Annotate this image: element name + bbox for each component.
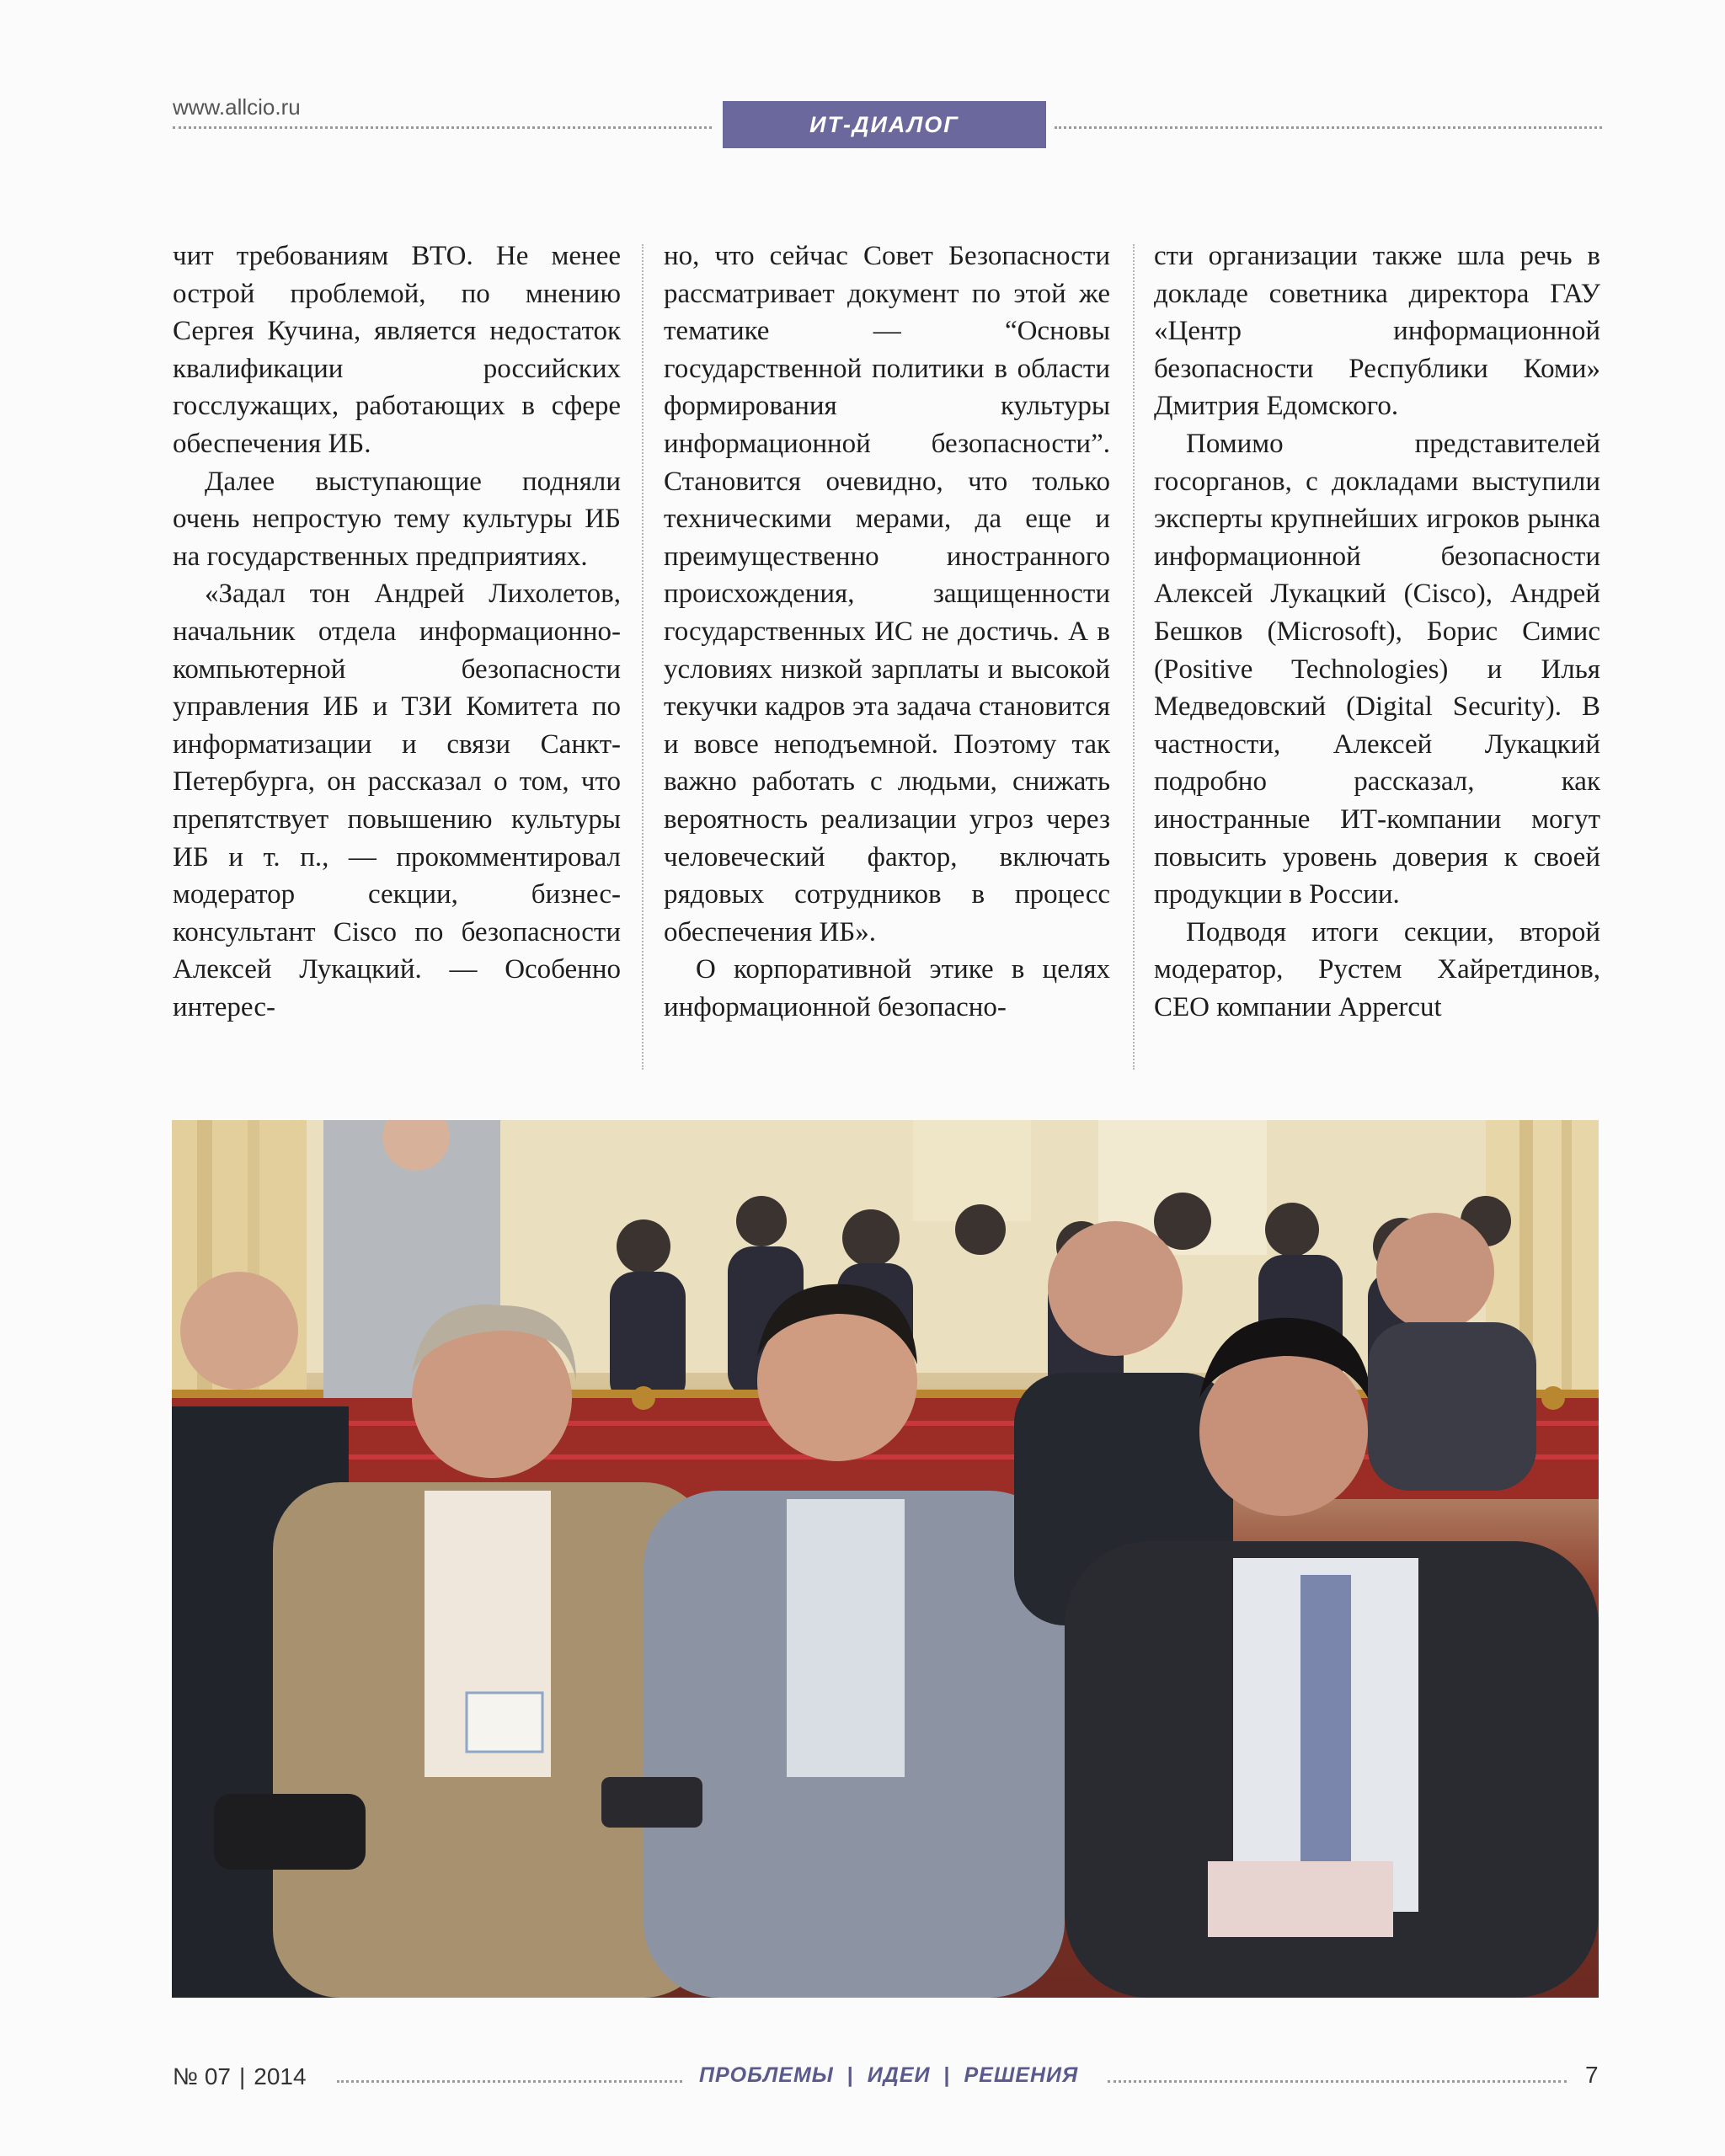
magazine-tagline [699, 2063, 1078, 2088]
conference-audience-photo [172, 1120, 1599, 1998]
section-tag-bar-right [1039, 101, 1046, 148]
section-tag [723, 101, 1046, 148]
site-url[interactable]: www.allcio.ru [173, 94, 301, 120]
section-tag-label: ИТ-ДИАЛОГ [809, 111, 959, 137]
paragraph: Подводя итоги секции, второй модератор, Рустем Хайретдинов, CEO компании Appercut [1154, 916, 1600, 1022]
paragraph: сти организации также шла речь в докладе советника директора ГАУ «Центр информационной безопасности Республики Коми» Дмитрия Едомского. [1154, 241, 1600, 422]
tagline-separator: | [846, 2063, 854, 2087]
footer-dotted-rule-right [1108, 2080, 1567, 2083]
header-dotted-rule-left [173, 126, 712, 129]
column-divider [642, 244, 644, 1070]
issue-info [173, 2063, 307, 2090]
tagline-word: РЕШЕНИЯ [964, 2063, 1079, 2087]
issue-year: 2014 [254, 2063, 307, 2089]
paragraph: Далее выступающие подняли очень непростую тему культуры ИБ на государственных предприятиях. [173, 466, 621, 572]
paragraph: Помимо представителей госорганов, с докладами выступили эксперты крупнейших игроков рынка информационной безопасности Алексей Лукацкий (Cisco), Андрей Бешков (Microsoft), Борис Симис (Positive Technologies) и Илья Медведовский (Digital Security). В частности, Алексей Лукацкий подробно рассказал, как иностранные ИТ-компании могут повысить уровень доверия к своей продукции в России. [1154, 428, 1600, 910]
tagline-separator: | [943, 2063, 951, 2087]
article-column-3 [1154, 237, 1600, 1097]
tagline-word: ИДЕИ [867, 2063, 931, 2087]
tagline-word: ПРОБЛЕМЫ [699, 2063, 834, 2087]
paragraph: чит требованиям ВТО. Не менее острой проблемой, по мнению Сергея Кучина, является недостаток квалификации российских госслужащих, работающих в сфере обеспечения ИБ. [173, 241, 621, 459]
paragraph: «Задал тон Андрей Лихолетов, начальник отдела информационно-компьютерной безопасности управления ИБ и ТЗИ Комитета по информатизации и связи Санкт-Петербурга, он рассказал о том, что препятствует повышению культуры ИБ и т. п., — прокомментировал модератор секции, бизнес-консультант Cisco по безопасности Алексей Лукацкий. — Особенно интерес- [173, 579, 621, 1022]
paragraph: но, что сейчас Совет Безопасности рассматривает документ по этой же тематике — “Основы государственной политики в области формирования культуры информационной безопасности”. Становится очевидно, что только техническими мерами, да еще и преимущественно иностранного происхождения, защищенности государственных ИС не достичь. А в условиях низкой зарплаты и высокой текучки кадров эта задача становится и вовсе неподъемной. Поэтому так важно работать с людьми, снижать вероятность реализации угроз через человеческий фактор, включать рядовых сотрудников в процесс обеспечения ИБ». [664, 241, 1110, 947]
article-column-2 [664, 237, 1110, 1097]
column-divider [1133, 244, 1135, 1070]
issue-number: № 07 [173, 2063, 231, 2089]
footer-dotted-rule-left [337, 2080, 682, 2083]
article-column-1 [173, 237, 621, 1097]
footer-separator: | [238, 2063, 246, 2089]
page-number: 7 [1585, 2062, 1599, 2088]
header-dotted-rule-right [1055, 126, 1602, 129]
paragraph: О корпоративной этике в целях информационной безопасно- [664, 954, 1110, 1022]
